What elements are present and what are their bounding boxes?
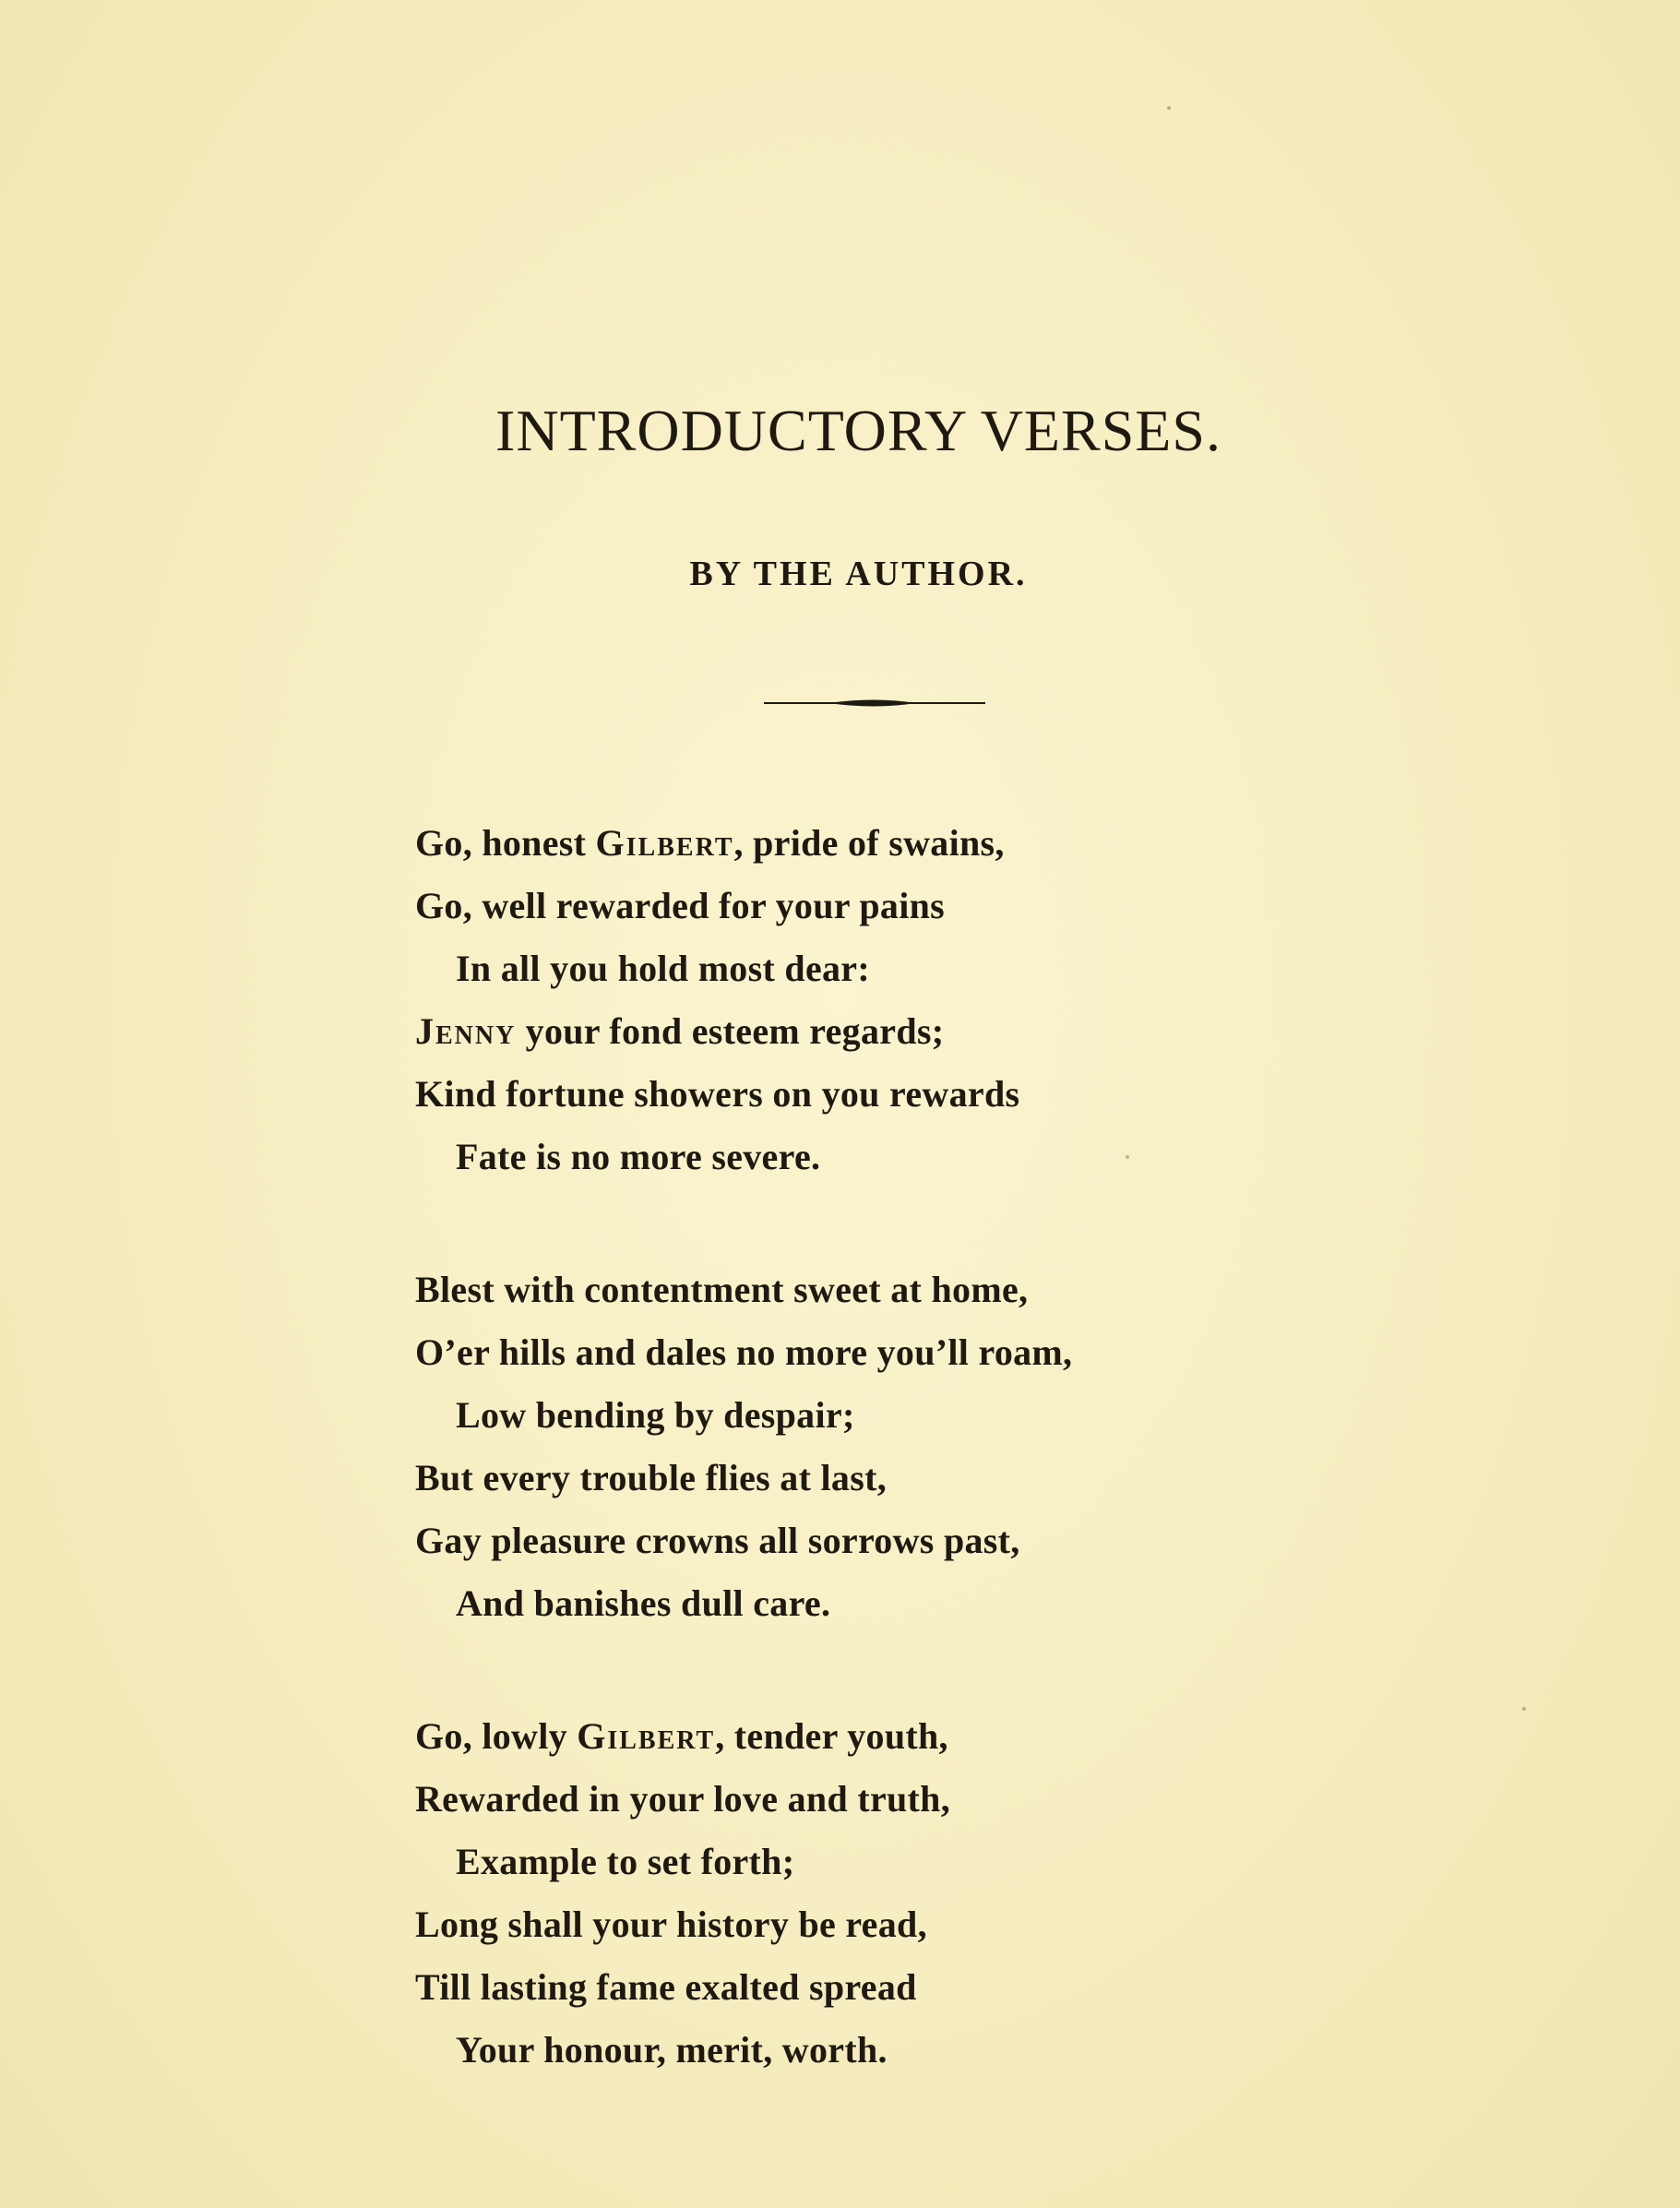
poem-line: Rewarded in your love and truth, [415, 1778, 951, 1820]
poem-line: Blest with contentment sweet at home, [415, 1269, 1029, 1310]
character-name: Gilbert [577, 1715, 716, 1757]
poem-line: Fate is no more severe. [456, 1136, 821, 1177]
poem-line: Go, lowly Gilbert, tender youth, [415, 1715, 948, 1757]
poem-line: Low bending by despair; [456, 1394, 855, 1436]
poem-line: And banishes dull care. [456, 1582, 831, 1624]
poem-line: Gay pleasure crowns all sorrows past, [415, 1520, 1020, 1561]
poem-line: Till lasting fame exalted spread [415, 1966, 917, 2008]
stanza [415, 1705, 1245, 2082]
author-subtitle: BY THE AUTHOR. [689, 555, 1028, 593]
poem-line: O’er hills and dales no more you’ll roam, [415, 1331, 1073, 1373]
character-name: Gilbert [595, 822, 734, 864]
character-name: Jenny [415, 1010, 517, 1052]
poem [415, 812, 1245, 2152]
stanza [415, 812, 1245, 1188]
poem-line: Example to set forth; [456, 1841, 795, 1882]
poem-line: Go, honest Gilbert, pride of swains, [415, 822, 1005, 864]
paper-speck [1522, 1707, 1526, 1711]
paper-speck [1126, 1155, 1129, 1159]
poem-line: Kind fortune showers on you rewards [415, 1073, 1020, 1115]
poem-line: In all you hold most dear: [456, 948, 870, 989]
poem-line: Go, well rewarded for your pains [415, 885, 946, 926]
poem-line: Long shall your history be read, [415, 1904, 927, 1945]
page-title: INTRODUCTORY VERSES. [495, 398, 1221, 463]
poem-line: But every trouble flies at last, [415, 1457, 888, 1498]
paper-speck [1167, 106, 1171, 110]
stanza [415, 1259, 1245, 1635]
poem-line: Your honour, merit, worth. [456, 2029, 888, 2071]
poem-line: Jenny your fond esteem regards; [415, 1010, 945, 1052]
ornamental-rule [764, 694, 985, 712]
